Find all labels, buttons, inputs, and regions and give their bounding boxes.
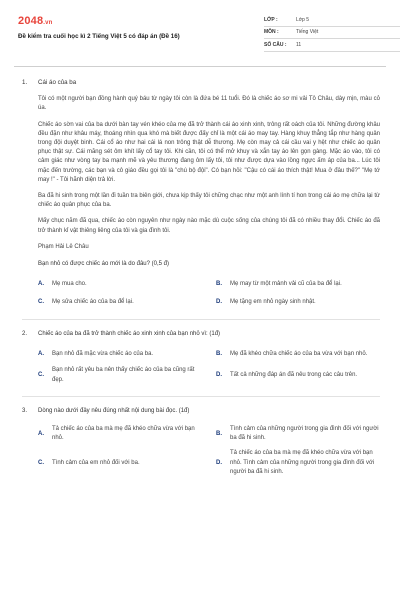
logo-main: 2048	[18, 15, 44, 27]
page-title: Đề kiểm tra cuối học kì 2 Tiếng Việt 5 có đáp án (Đề 16)	[18, 33, 180, 40]
answer-letter: A.	[38, 350, 44, 357]
answer-text: Bạn nhỏ rất yêu ba nên thấy chiếc áo của ba cũng rất đẹp.	[52, 367, 195, 383]
exam-content	[22, 78, 380, 488]
meta-table	[264, 14, 400, 52]
answer-text: Bạn nhỏ đã mặc vừa chiếc áo của ba.	[52, 350, 154, 357]
question-3-text: Dòng nào dưới đây nêu đúng nhất nội dung bài đọc. (1đ)	[38, 407, 190, 414]
site-logo[interactable]	[18, 15, 53, 27]
question-number: 3.	[22, 407, 28, 414]
answer-option[interactable]	[38, 348, 202, 360]
answer-letter: C.	[38, 459, 44, 466]
answer-text: Mẹ may từ một mảnh vải cũ của ba để lại.	[230, 280, 342, 287]
answer-option[interactable]	[38, 425, 202, 443]
meta-row-count	[264, 39, 400, 52]
meta-value: Tiếng Việt	[296, 29, 319, 36]
answer-text: Tình cảm của em nhỏ đối với ba.	[52, 459, 140, 466]
answer-letter: C.	[38, 298, 44, 305]
question-divider	[22, 396, 380, 397]
question-2-answers	[38, 348, 380, 384]
answer-text: Tất cả những đáp án đã nêu trong các câu trên.	[230, 372, 358, 379]
reading-paragraph: Chiếc áo sờn vai của ba dưới bàn tay vén khéo của mẹ đã trở thành cái áo xinh xinh, trông rất oách của tôi. Những đường khâu đều đặn như khâu máy, thoáng nhìn qua khó mà biết được đấy chỉ là một cái áo may tay. Hàng khuy thẳng tắp như hàng quân trong đội duyệt binh. Cái cổ áo như hai cái lá non trông thật dễ thương. Mẹ còn may cả cái cầu vai y hệt như chiếc áo quân phục thật sự. Cái măng sét ôm khít lấy cổ tay tôi. Khi cần, tôi có thể mở khuy và xắn tay áo lên gọn gàng. Mặc áo vào, tôi có cảm giác như vòng tay ba mạnh mẽ và yêu thương đang ôm lấy tôi, tôi như được dựa vào lồng ngực ấm áp của ba... Lúc tôi mặc đến trường, các bạn và cô giáo đều gọi tôi là "chú bộ đội". Có bạn hỏi: "Cậu có cái áo thích thật! Mua ở đâu thế?" "Mẹ tớ may !" - Tôi hãnh diện trả lời.	[38, 121, 380, 183]
reading-paragraph: Ba đã hi sinh trong một lần đi tuần tra biên giới, chưa kịp thấy tôi chững chạc như một anh lính tí hon trong cái áo mẹ chữa lại từ chiếc áo quân phục của ba.	[38, 193, 380, 209]
answer-letter: D.	[216, 459, 222, 466]
answer-option[interactable]	[216, 425, 380, 443]
reading-paragraph: Tôi có một người bạn đồng hành quý báu từ ngày tôi còn là đứa bé 11 tuổi. Đó là chiếc áo sơ mi vải Tô Châu, dày mịn, màu cỏ úa.	[38, 96, 380, 112]
meta-row-class	[264, 14, 400, 27]
question-divider	[22, 319, 380, 320]
answer-letter: D.	[216, 372, 222, 379]
reading-paragraph: Mấy chục năm đã qua, chiếc áo còn nguyên như ngày nào mặc dù cuộc sống của chúng tôi đã có nhiều thay đổi. Chiếc áo đã trở thành kỉ vật thiêng liêng của tôi và gia đình tôi.	[38, 218, 380, 234]
question-number: 2.	[22, 331, 28, 338]
question-2-text: Chiếc áo của ba đã trở thành chiếc áo xinh xinh của bạn nhỏ vì: (1đ)	[38, 331, 221, 338]
answer-letter: A.	[38, 430, 44, 437]
answer-letter: D.	[216, 298, 222, 305]
meta-label: LỚP :	[264, 16, 278, 23]
answer-option[interactable]	[38, 278, 202, 290]
answer-text: Tả chiếc áo của ba mà mẹ đã khéo chữa vừa với bạn nhỏ. Tình cảm của những người trong gia đình đối với người ba đã hi sinh.	[230, 450, 375, 475]
answer-text: Mẹ đã khéo chữa chiếc áo của ba vừa với bạn nhỏ.	[230, 350, 368, 357]
answer-option[interactable]	[216, 366, 380, 384]
answer-text: Mẹ sửa chiếc áo của ba để lại.	[52, 298, 134, 305]
question-3-answers	[38, 425, 380, 477]
answer-letter: B.	[216, 280, 222, 287]
answer-option[interactable]	[38, 366, 202, 384]
answer-letter: B.	[216, 430, 222, 437]
question-1-header	[22, 78, 380, 87]
answer-option[interactable]	[216, 348, 380, 360]
meta-label: MÔN :	[264, 29, 279, 36]
answer-text: Mẹ mua cho.	[52, 280, 87, 287]
reading-author: Phạm Hải Lê Châu	[38, 243, 89, 250]
question-3-header	[22, 407, 380, 416]
reading-title: Cái áo của ba	[38, 79, 77, 86]
logo-suffix: .vn	[43, 20, 53, 26]
question-number: 1.	[22, 79, 28, 86]
meta-value: 11	[296, 41, 302, 48]
answer-option[interactable]	[38, 296, 202, 308]
answer-text: Tình cảm của những người trong gia đình đối với người ba đã hi sinh.	[230, 426, 379, 442]
answer-letter: C.	[38, 372, 44, 379]
question-1-answers	[38, 278, 380, 308]
answer-option[interactable]	[38, 449, 202, 477]
meta-label: SỐ CÂU :	[264, 41, 287, 48]
answer-letter: A.	[38, 280, 44, 287]
answer-text: Mẹ tặng em nhỏ ngày sinh nhật.	[230, 298, 316, 305]
answer-text: Tả chiếc áo của ba mà mẹ đã khéo chữa vừa với bạn nhỏ.	[52, 426, 195, 442]
question-1-text: Bạn nhỏ có được chiếc áo mới là do đâu? (0,5 đ)	[38, 261, 169, 268]
meta-row-subject	[264, 27, 400, 40]
document-header	[14, 10, 386, 62]
answer-option[interactable]	[216, 296, 380, 308]
answer-option[interactable]	[216, 278, 380, 290]
answer-letter: B.	[216, 350, 222, 357]
answer-option[interactable]	[216, 449, 380, 477]
meta-value: Lớp 5	[296, 16, 310, 23]
question-2-header	[22, 330, 380, 339]
header-divider	[14, 66, 386, 67]
